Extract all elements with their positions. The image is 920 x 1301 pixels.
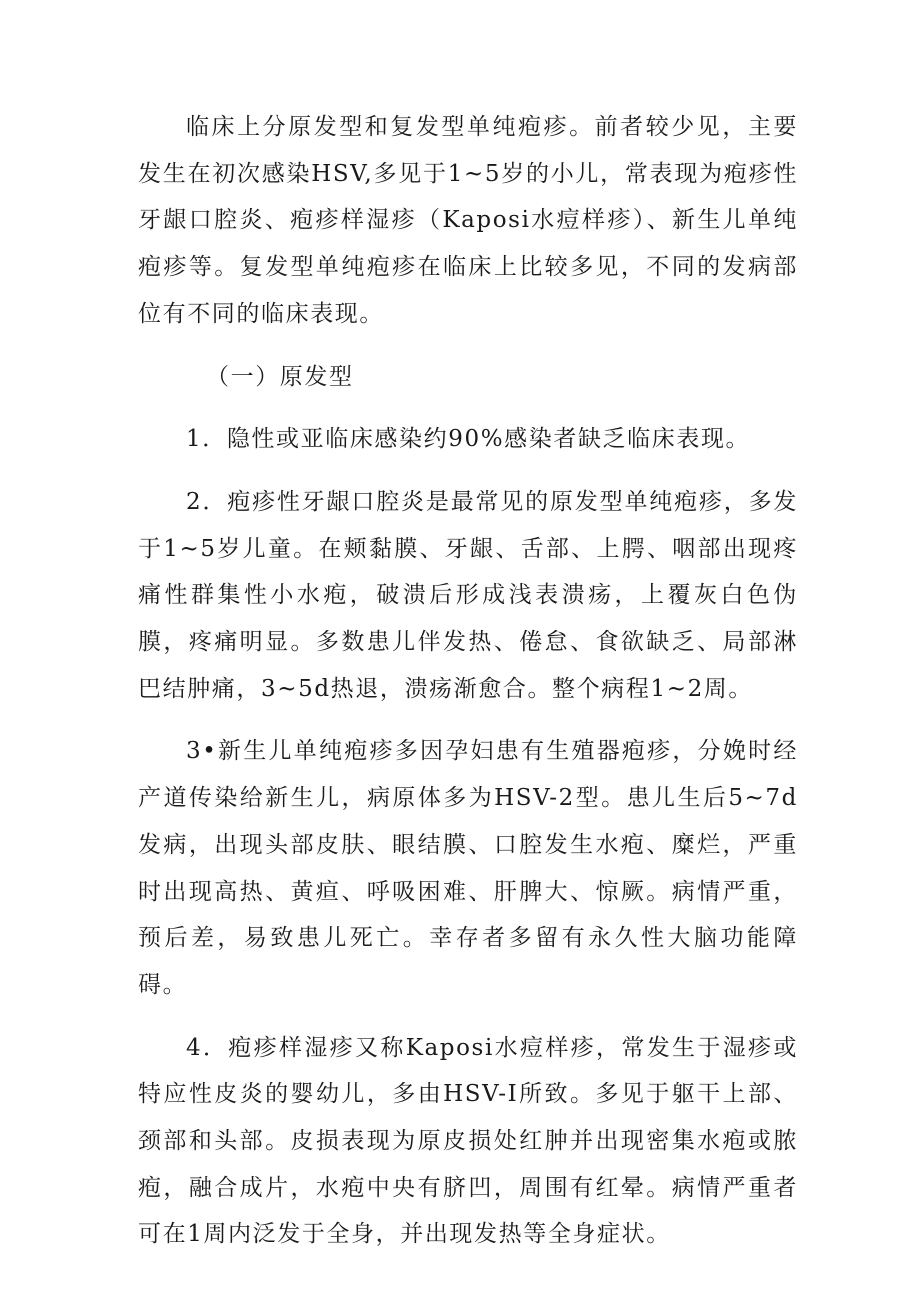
- item-3-paragraph: 3•新生儿单纯疱疹多因孕妇患有生殖器疱疹，分娩时经产道传染给新生儿，病原体多为HSV-2型。患儿生后5~7d发病，出现头部皮肤、眼结膜、口腔发生水疱、糜烂，严重时出现高热、黄疸、呼吸困难、肝脾大、惊厥。病情严重，预后差，易致患儿死亡。幸存者多留有永久性大脑功能障碍。: [138, 738, 798, 998]
- item-2-paragraph: 2．疱疹性牙龈口腔炎是最常见的原发型单纯疱疹，多发于1~5岁儿童。在颊黏膜、牙龈、舌部、上腭、咽部出现疼痛性群集性小水疱，破溃后形成浅表溃疡，上覆灰白色伪膜，疼痛明显。多数患儿伴发热、倦怠、食欲缺乏、局部淋巴结肿痛，3~5d热退，溃疡渐愈合。整个病程1~2周。: [138, 488, 798, 702]
- section-heading-primary-type: （一）原发型: [206, 363, 354, 390]
- document-body: [138, 104, 798, 1258]
- intro-paragraph: 临床上分原发型和复发型单纯疱疹。前者较少见，主要发生在初次感染HSV,多见于1~5岁的小儿，常表现为疱疹性牙龈口腔炎、疱疹样湿疹（Kaposi水痘样疹）、新生儿单纯疱疹等。复发型单纯疱疹在临床上比较多见，不同的发病部位有不同的临床表现。: [138, 114, 798, 327]
- item-1-paragraph: 1．隐性或亚临床感染约90%感染者缺乏临床表现。: [186, 426, 751, 453]
- item-4-paragraph: 4．疱疹样湿疹又称Kaposi水痘样疹，常发生于湿疹或特应性皮炎的婴幼儿，多由HSV-I所致。多见于躯干上部、颈部和头部。皮损表现为原皮损处红肿并出现密集水疱或脓疱，融合成片，水疱中央有脐凹，周围有红晕。病情严重者可在1周内泛发于全身，并出现发热等全身症状。: [138, 1034, 798, 1248]
